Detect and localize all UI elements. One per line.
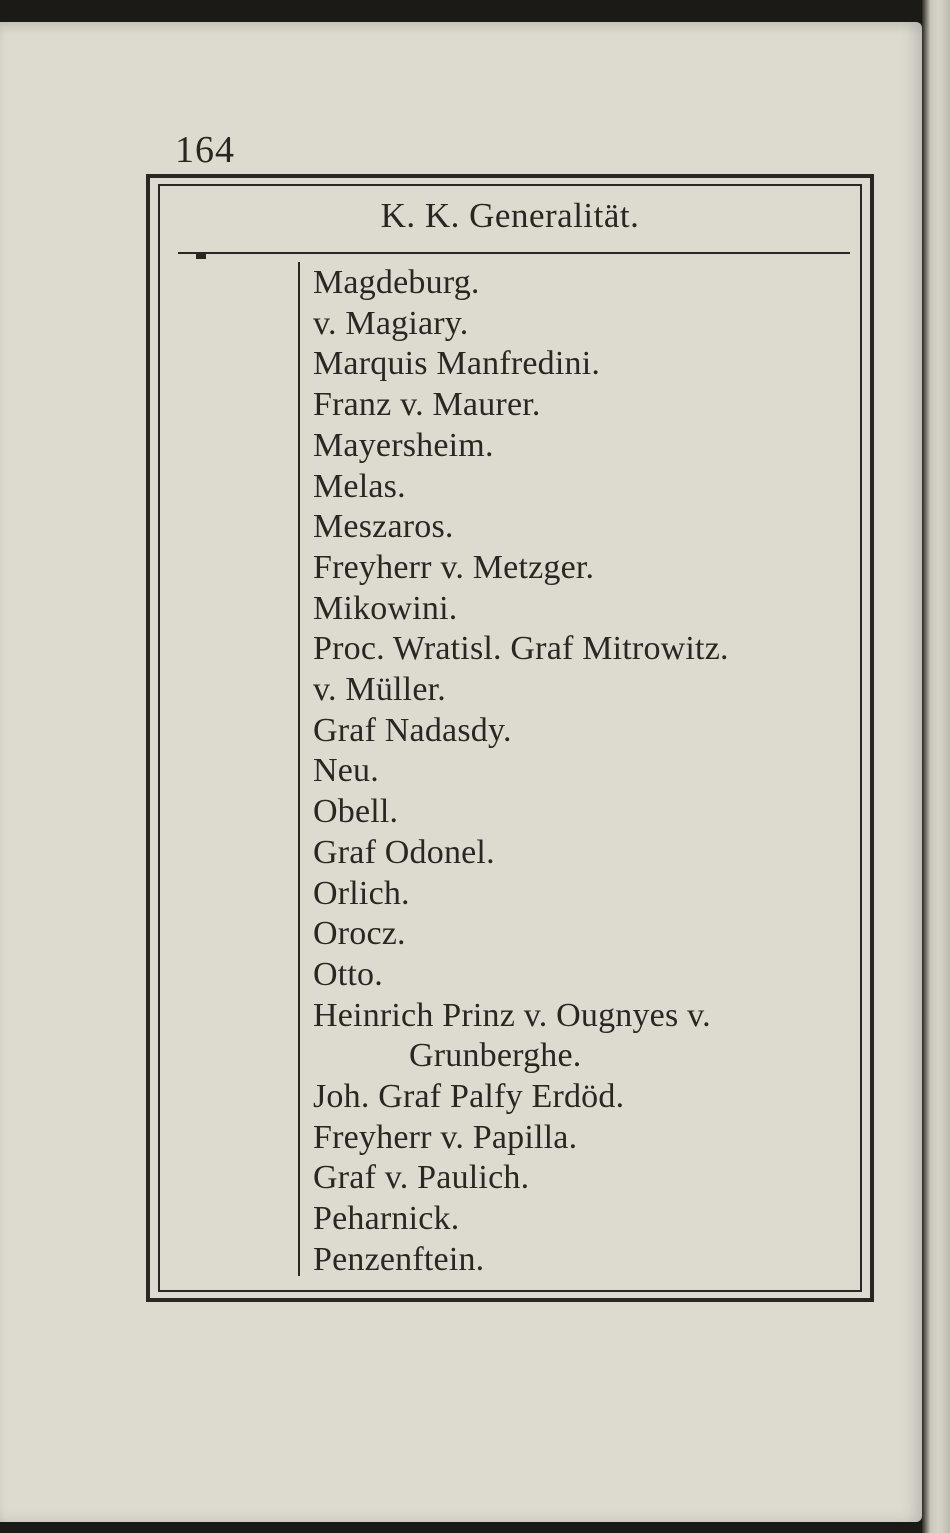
next-page-edge [922, 0, 950, 1533]
list-item: Otto. [313, 955, 383, 993]
name-list [313, 263, 861, 1281]
list-item: Orlich. [313, 874, 410, 912]
list-item: Mikowini. [313, 589, 458, 627]
list-item: Graf Nadasdy. [313, 711, 512, 749]
header-divider [178, 252, 850, 254]
list-item: Franz v. Maurer. [313, 386, 541, 424]
list-item: Graf v. Paulich. [313, 1159, 530, 1197]
list-item: Heinrich Prinz v. Ougnyes v. [313, 996, 711, 1034]
list-item: Proc. Wratisl. Graf Mitrowitz. [313, 630, 729, 668]
column-divider [298, 262, 300, 1276]
list-item: Freyherr v. Metzger. [313, 548, 595, 586]
list-item: Meszaros. [313, 508, 454, 546]
list-item: Freyherr v. Papilla. [313, 1118, 578, 1156]
list-item: Joh. Graf Palfy Erdöd. [313, 1078, 625, 1116]
list-item: Obell. [313, 793, 399, 831]
page-header: K. K. Generalität. [380, 196, 640, 235]
list-item-continuation: Grunberghe. [409, 1037, 582, 1075]
list-item: Graf Odonel. [313, 833, 495, 871]
list-item: Melas. [313, 467, 406, 505]
header-divider-mark [196, 254, 206, 259]
list-item: Peharnick. [313, 1200, 460, 1238]
list-item: Neu. [313, 752, 379, 790]
page-number: 164 [175, 129, 235, 171]
list-item: Penzenftein. [313, 1240, 485, 1278]
list-item: Mayersheim. [313, 426, 494, 464]
list-item: Orocz. [313, 915, 406, 953]
list-item: v. Müller. [313, 671, 446, 709]
list-item: v. Magiary. [313, 304, 469, 342]
list-item: Magdeburg. [313, 264, 480, 301]
list-item: Marquis Manfredini. [313, 345, 601, 383]
